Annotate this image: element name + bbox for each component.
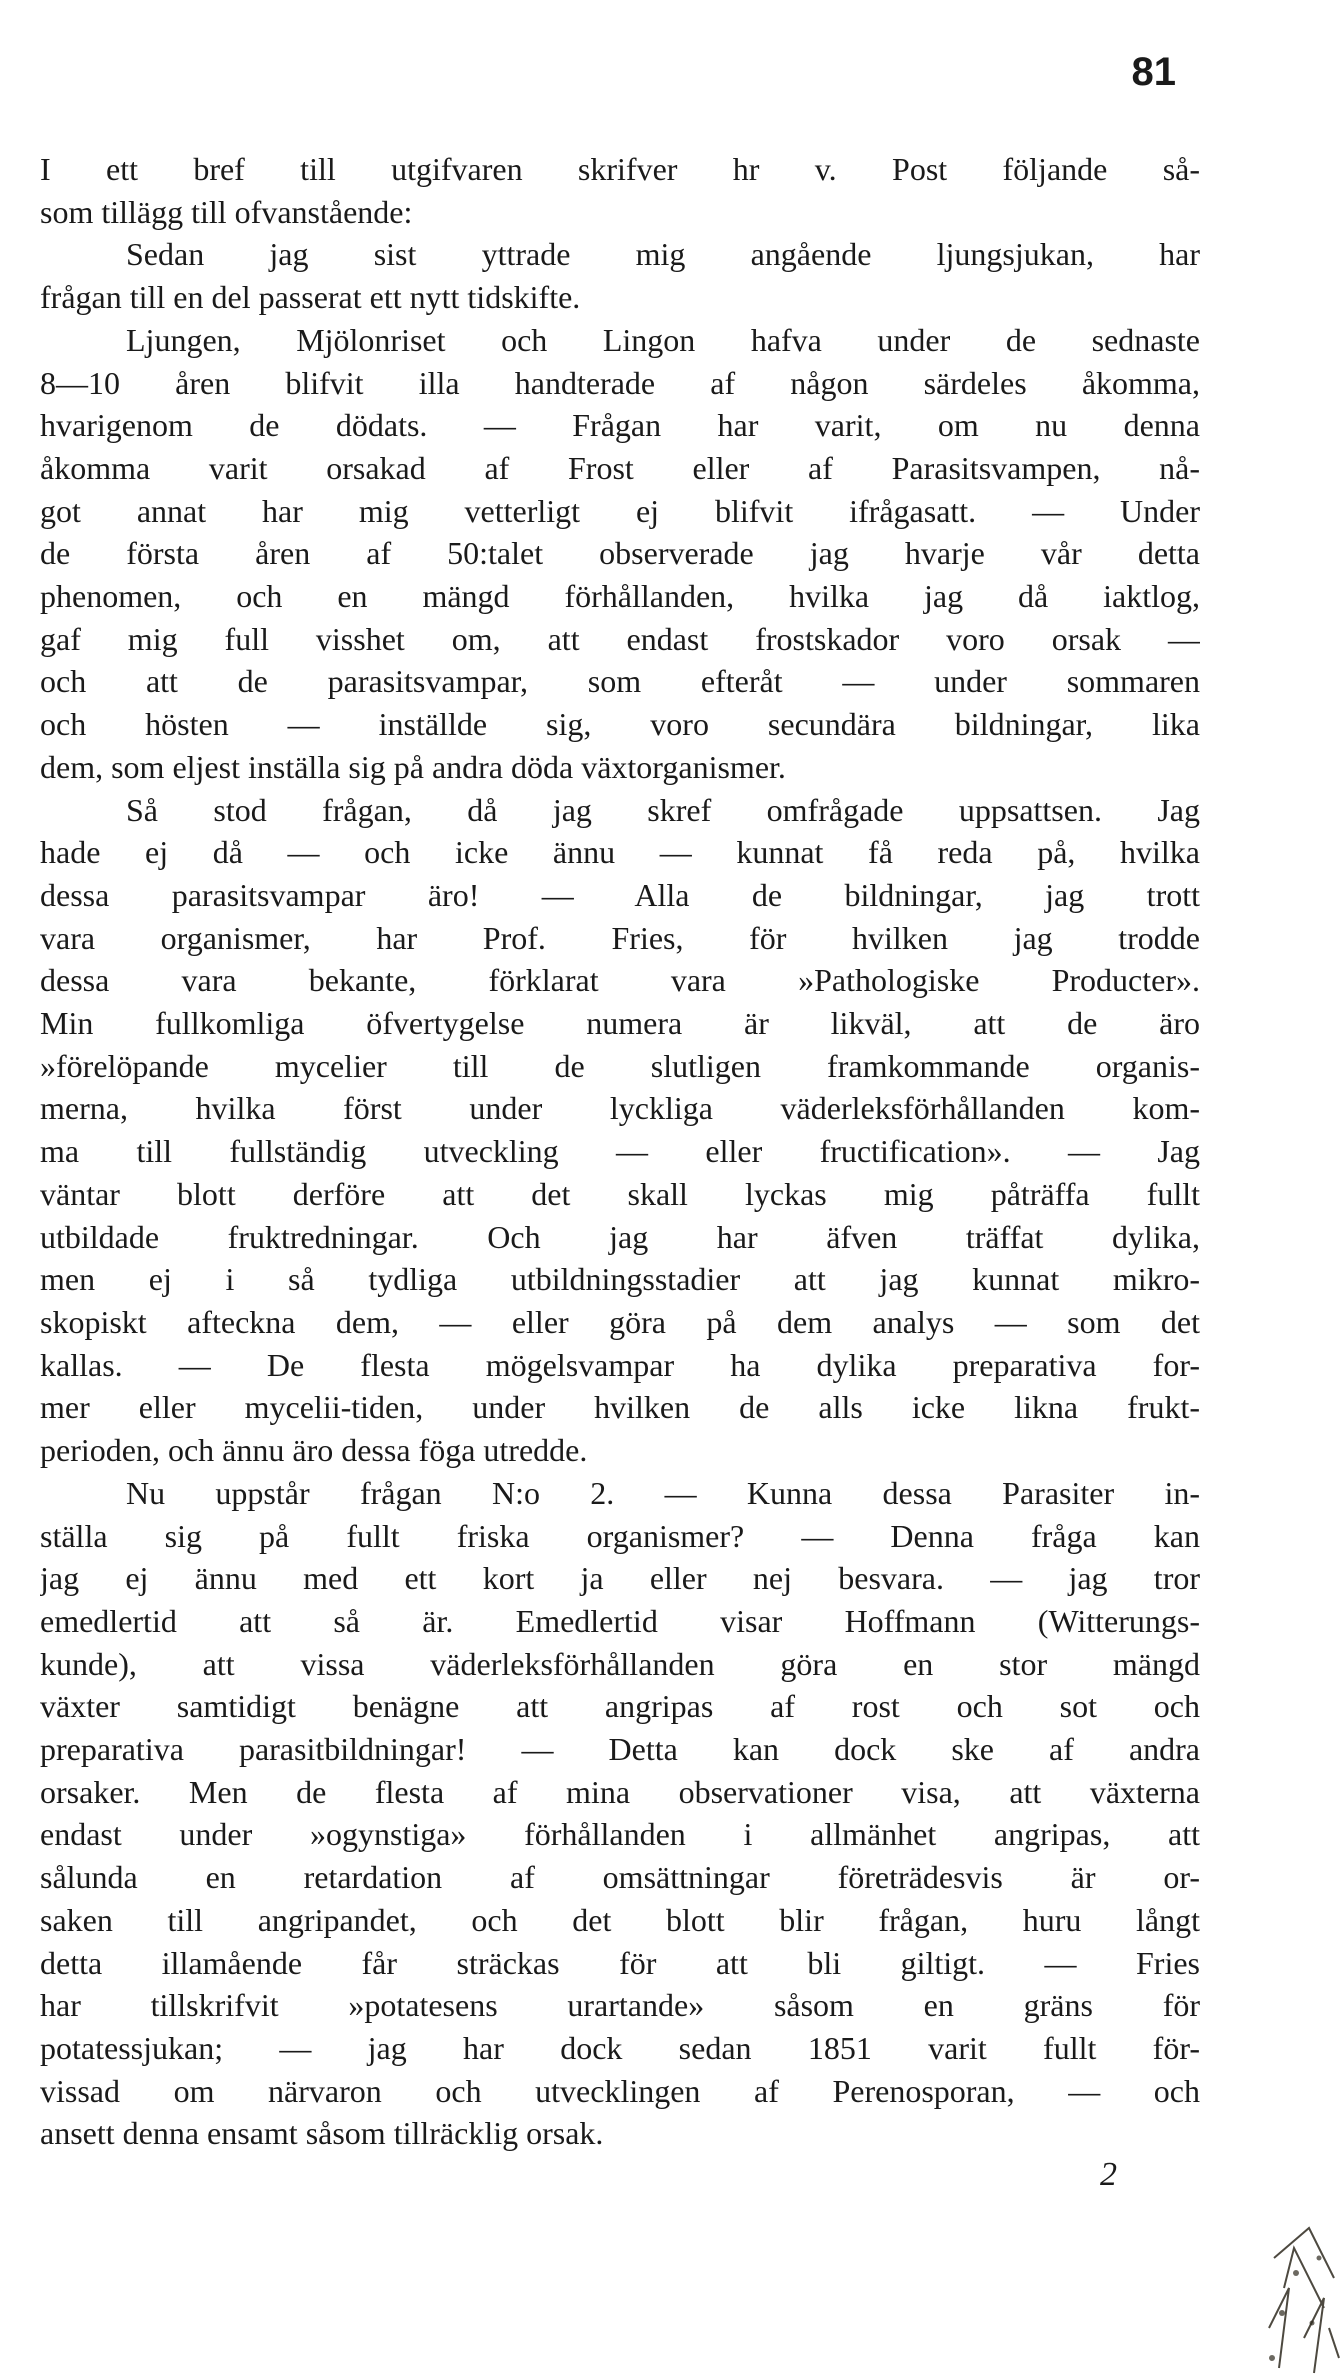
text-line: saken till angripandet, och det blott blir frågan, huru långt (40, 1901, 1200, 1938)
text-line: ma till fullständig utveckling — eller fructification». — Jag (40, 1133, 1200, 1170)
text-line: perioden, och ännu äro dessa föga utredde. (40, 1432, 588, 1469)
text-line: kallas. — De flesta mögelsvampar ha dylika preparativa for- (40, 1346, 1200, 1383)
text-line: endast under »ogynstiga» förhållanden i allmänhet angripas, att (40, 1816, 1200, 1853)
text-line: got annat har mig vetterligt ej blifvit ifrågasatt. — Under (40, 492, 1200, 529)
text-line: Så stod frågan, då jag skref omfrågade uppsattsen. Jag (126, 791, 1200, 828)
text-line: skopiskt afteckna dem, — eller göra på dem analys — som det (40, 1303, 1200, 1340)
text-line: detta illamående får sträckas för att bli giltigt. — Fries (40, 1944, 1200, 1981)
text-line: frågan till en del passerat ett nytt tidskifte. (40, 279, 581, 316)
text-line: men ej i så tydliga utbildningsstadier att jag kunnat mikro- (40, 1261, 1200, 1298)
text-line: dessa parasitsvampar äro! — Alla de bildningar, jag trott (40, 876, 1200, 913)
text-line: vara organismer, har Prof. Fries, för hvilken jag trodde (40, 919, 1200, 956)
text-line: växter samtidigt benägne att angripas af rost och sot och (40, 1688, 1200, 1725)
text-line: och hösten — inställde sig, voro secundära bildningar, lika (40, 706, 1200, 743)
text-line: de första åren af 50:talet observerade jag hvarje vår detta (40, 535, 1200, 572)
body-text (40, 148, 1200, 2155)
text-line: mer eller mycelii-tiden, under hvilken de alls icke likna frukt- (40, 1389, 1200, 1426)
text-line: potatessjukan; — jag har dock sedan 1851 varit fullt för- (40, 2029, 1200, 2066)
text-line: utbildade fruktredningar. Och jag har äfven träffat dylika, (40, 1218, 1200, 1255)
text-line: orsaker. Men de flesta af mina observationer visa, att växterna (40, 1773, 1200, 1810)
text-line: 8—10 åren blifvit illa handterade af någon särdeles åkomma, (40, 364, 1200, 401)
text-line: ansett denna ensamt såsom tillräcklig orsak. (40, 2115, 604, 2152)
text-line: ställa sig på fullt friska organismer? — Denna fråga kan (40, 1517, 1200, 1554)
text-line: phenomen, och en mängd förhållanden, hvilka jag då iaktlog, (40, 578, 1200, 615)
text-line: åkomma varit orsakad af Frost eller af Parasitsvampen, nå- (40, 449, 1200, 486)
text-line: hade ej då — och icke ännu — kunnat få reda på, hvilka (40, 834, 1200, 871)
signature-mark: 2 (1100, 2156, 1117, 2193)
page-number: 81 (1131, 50, 1176, 94)
text-line: hvarigenom de dödats. — Frågan har varit, om nu denna (40, 407, 1200, 444)
text-line: gaf mig full visshet om, att endast frostskador voro orsak — (40, 620, 1200, 657)
text-line: I ett bref till utgifvaren skrifver hr v. Post följande så- (40, 151, 1200, 187)
text-line: merna, hvilka först under lyckliga väderleksförhållanden kom- (40, 1090, 1200, 1127)
corner-ornament-icon (1254, 2218, 1344, 2378)
text-line: »förelöpande mycelier till de slutligen framkommande organis- (40, 1047, 1200, 1084)
text-line: vissad om närvaron och utvecklingen af Perenosporan, — och (40, 2072, 1200, 2109)
text-line: dem, som eljest inställa sig på andra döda växtorganismer. (40, 748, 786, 785)
text-line: kunde), att vissa väderleksförhållanden göra en stor mängd (40, 1645, 1200, 1682)
text-line: emedlertid att så är. Emedlertid visar Hoffmann (Witterungs- (40, 1602, 1200, 1639)
text-line: som tillägg till ofvanstående: (40, 193, 413, 230)
text-line: preparativa parasitbildningar! — Detta kan dock ske af andra (40, 1731, 1200, 1768)
text-line: har tillskrifvit »potatesens urartande» såsom en gräns för (40, 1987, 1200, 2024)
text-line: väntar blott derföre att det skall lyckas mig påträffa fullt (40, 1175, 1200, 1212)
text-line: och att de parasitsvampar, som efteråt — under sommaren (40, 663, 1200, 700)
text-line: Min fullkomliga öfvertygelse numera är likväl, att de äro (40, 1005, 1200, 1042)
text-line: jag ej ännu med ett kort ja eller nej besvara. — jag tror (40, 1560, 1200, 1597)
text-line: Ljungen, Mjölonriset och Lingon hafva under de sednaste (126, 321, 1200, 358)
text-line: Sedan jag sist yttrade mig angående ljungsjukan, har (126, 236, 1200, 273)
text-line: sålunda en retardation af omsättningar företrädesvis är or- (40, 1859, 1200, 1896)
text-line: dessa vara bekante, förklarat vara »Pathologiske Producter». (40, 962, 1200, 999)
text-line: Nu uppstår frågan N:o 2. — Kunna dessa Parasiter in- (126, 1474, 1200, 1511)
